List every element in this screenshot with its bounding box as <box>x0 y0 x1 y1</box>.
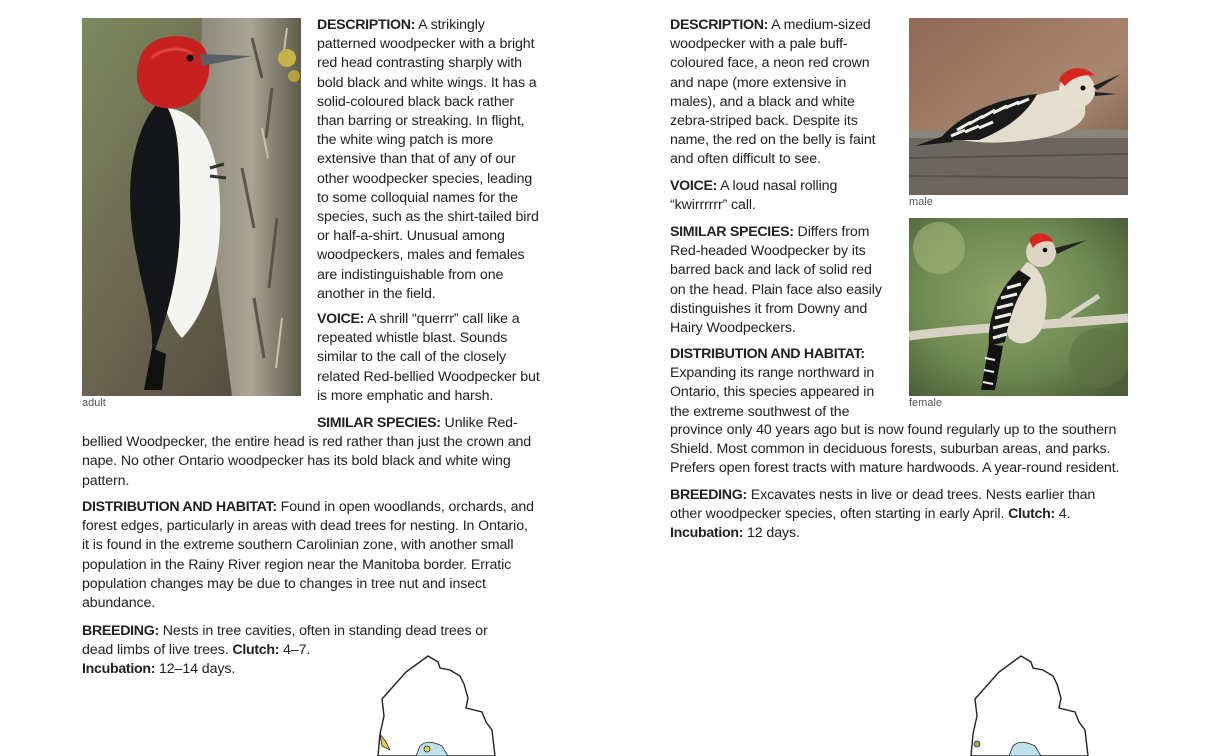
similar-species-paragraph <box>82 414 534 491</box>
clutch-label: Clutch: <box>232 642 280 659</box>
voice-paragraph <box>317 310 543 406</box>
description-label: DESCRIPTION: <box>317 17 416 33</box>
distribution-paragraph <box>670 345 888 422</box>
voice-paragraph <box>670 177 888 215</box>
description-paragraph <box>670 16 888 170</box>
distribution-text-b: province only 40 years ago but is now found regularly up to the southern Shield. Most common in deciduous forests, suburban areas, and parks. Prefers open forest tracts with mature hardwoods. A year-round resident. <box>670 422 1120 477</box>
range-map-left <box>376 654 500 756</box>
distribution-label: DISTRIBUTION AND HABITAT: <box>670 346 865 362</box>
range-map-right <box>965 654 1095 756</box>
description-text: A strikingly patterned woodpecker with a bright red head contrasting sharply with bold black and white wings. It has a solid-coloured black back rather than barring or streaking. In flight, the white wing patch is more extensive than that of any of our other woodpecker species, leading to some colloquial names for the species, such as the shirt-tailed bird or half-a-shirt. Unusual among woodpeckers, males and females are indistinguishable from one another in the field. <box>317 17 539 302</box>
breeding-label: BREEDING: <box>670 487 747 503</box>
red-bellied-woodpecker-male-photo <box>909 18 1128 195</box>
description-label: DESCRIPTION: <box>670 17 769 33</box>
photo-caption-male: male <box>909 196 933 208</box>
clutch-value: 4. <box>1058 506 1071 523</box>
similar-species-paragraph <box>670 223 888 338</box>
incubation-label: Incubation: <box>670 525 744 542</box>
clutch-value: 4–7. <box>283 642 311 659</box>
similar-species-label: SIMILAR SPECIES: <box>670 224 794 240</box>
distribution-paragraph <box>82 498 538 613</box>
voice-label: VOICE: <box>317 311 365 327</box>
clutch-label: Clutch: <box>1008 506 1055 523</box>
description-paragraph <box>317 16 543 304</box>
distribution-label: DISTRIBUTION AND HABITAT: <box>82 499 277 515</box>
voice-text: A loud nasal rolling “kwirrrrrr” call. <box>670 178 838 214</box>
distribution-paragraph-continued <box>670 421 1140 479</box>
similar-species-label: SIMILAR SPECIES: <box>317 415 441 431</box>
red-headed-woodpecker-photo <box>82 18 301 396</box>
breeding-paragraph <box>670 486 1100 544</box>
voice-text: A shrill “querrr” call like a repeated whistle blast. Sounds similar to the call of the closely related Red-bellied Woodpecker but is more emphatic and harsh. <box>317 311 540 404</box>
photo-caption-adult: adult <box>82 397 106 409</box>
right-page <box>605 0 1210 756</box>
red-bellied-woodpecker-female-photo <box>909 218 1128 396</box>
breeding-label: BREEDING: <box>82 623 159 639</box>
similar-species-text: Unlike Red-bellied Woodpecker, the entire head is red rather than just the crown and nape. No other Ontario woodpecker has its bold black and white wing pattern. <box>82 415 532 489</box>
similar-species-text: Differs from Red-headed Woodpecker by its barred back and lack of solid red on the head. Plain face also easily distinguishes it from Downy and Hairy Woodpeckers. <box>670 224 882 337</box>
distribution-text: Found in open woodlands, orchards, and forest edges, particularly in areas with dead trees for nesting. In Ontario, it is found in the extreme southern Carolinian zone, with another small population in the Rainy River region near the Manitoba border. Erratic population changes may be due to changes in tree nut and insect abundance. <box>82 499 534 612</box>
incubation-value: 12–14 days. <box>159 661 236 678</box>
distribution-text-a: Expanding its range northward in Ontario, this species appeared in the extreme southwest of the <box>670 365 875 420</box>
voice-label: VOICE: <box>670 178 718 194</box>
breeding-text: Excavates nests in live or dead trees. Nests earlier than other woodpecker species, often starting in early April. <box>670 487 1096 523</box>
photo-caption-female: female <box>909 397 943 409</box>
incubation-value: 12 days. <box>747 525 800 542</box>
description-text: A medium-sized woodpecker with a pale buff-coloured face, a neon red crown and nape (more extensive in males), and a black and white zebra-striped back. Despite its name, the red on the belly is faint and often difficult to see. <box>670 17 876 168</box>
incubation-label: Incubation: <box>82 661 156 678</box>
breeding-text: Nests in tree cavities, often in standing dead trees or dead limbs of live trees. <box>82 623 488 659</box>
